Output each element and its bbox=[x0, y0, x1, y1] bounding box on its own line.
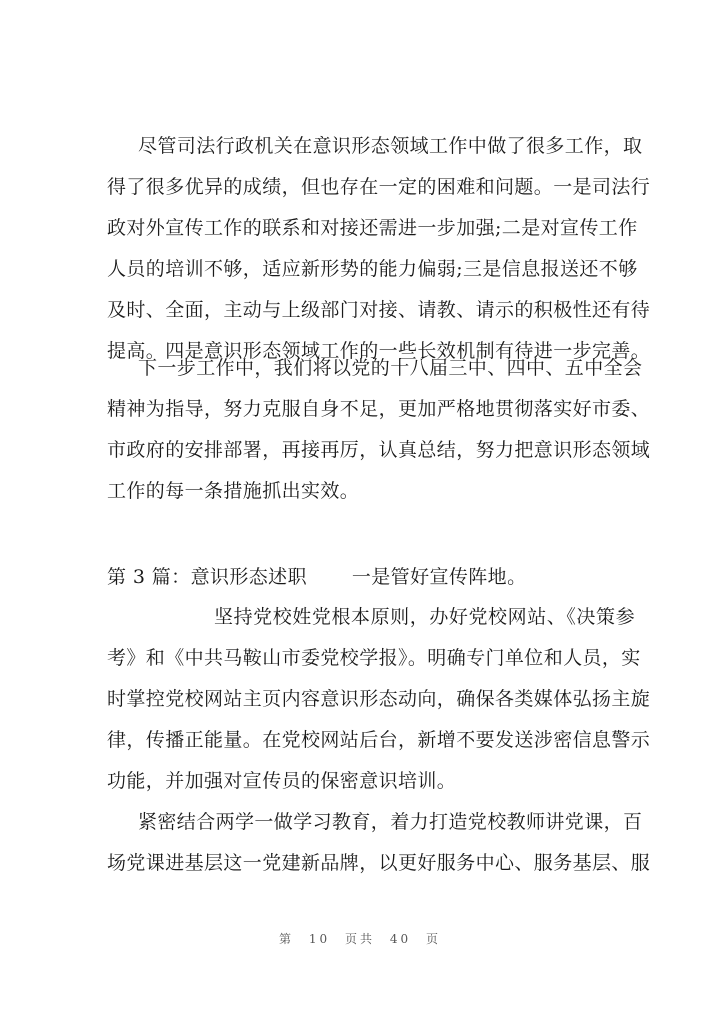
footer-page-number: 10 bbox=[308, 932, 331, 946]
section-3-line-1: 坚持党校姓党根本原则，办好党校网站、《决策参 bbox=[214, 606, 635, 628]
footer-suffix: 页 bbox=[425, 932, 441, 946]
paragraph-4-line-1: 紧密结合两学一做学习教育，着力打造党校教师讲党课，百 bbox=[138, 811, 643, 833]
footer-total-pages: 40 bbox=[389, 932, 412, 946]
paragraph-1-line-4: 人员的培训不够，适应新形势的能力偏弱;三是信息报送还不够 bbox=[107, 258, 638, 280]
section-3-line-3: 时掌控党校网站主页内容意识形态动向，确保各类媒体弘扬主旋 bbox=[107, 688, 651, 710]
page-footer bbox=[0, 930, 720, 947]
paragraph-1-line-3: 政对外宣传工作的联系和对接还需进一步加强;二是对宣传工作 bbox=[107, 217, 638, 239]
section-3-line-4: 律，传播正能量。在党校网站后台，新增不要发送涉密信息警示 bbox=[107, 729, 651, 751]
section-3-line-5: 功能，并加强对宣传员的保密意识培训。 bbox=[107, 770, 457, 792]
paragraph-1-line-5: 及时、全面，主动与上级部门对接、请教、请示的积极性还有待 bbox=[107, 299, 651, 321]
paragraph-1-line-1: 尽管司法行政机关在意识形态领域工作中做了很多工作，取 bbox=[138, 135, 643, 157]
section-3-heading-row bbox=[107, 565, 635, 589]
footer-prefix: 第 bbox=[279, 932, 295, 946]
paragraph-4-line-2: 场党课进基层这一党建新品牌，以更好服务中心、服务基层、服 bbox=[107, 852, 651, 874]
paragraph-2-line-1: 下一步工作中，我们将以党的十八届三中、四中、五中全会 bbox=[138, 357, 643, 379]
paragraph-2-line-4: 工作的每一条措施抓出实效。 bbox=[107, 480, 360, 502]
paragraph-1-line-2: 得了很多优异的成绩，但也存在一定的困难和问题。一是司法行 bbox=[107, 176, 651, 198]
footer-middle: 页共 bbox=[344, 932, 375, 946]
section-3-line-2: 考》和《中共马鞍山市委党校学报》。明确专门单位和人员，实 bbox=[107, 647, 641, 669]
paragraph-2-line-3: 市政府的安排部署，再接再厉，认真总结，努力把意识形态领域 bbox=[107, 439, 651, 461]
paragraph-1-line-6: 提高。四是意识形态领域工作的一些长效机制有待进一步完善。 bbox=[107, 340, 651, 362]
section-3-heading-tail: 一是管好宣传阵地。 bbox=[351, 566, 527, 588]
section-3-heading: 第 3 篇：意识形态述职 bbox=[107, 566, 307, 588]
paragraph-2-line-2: 精神为指导，努力克服自身不足，更加严格地贯彻落实好市委、 bbox=[107, 398, 651, 420]
